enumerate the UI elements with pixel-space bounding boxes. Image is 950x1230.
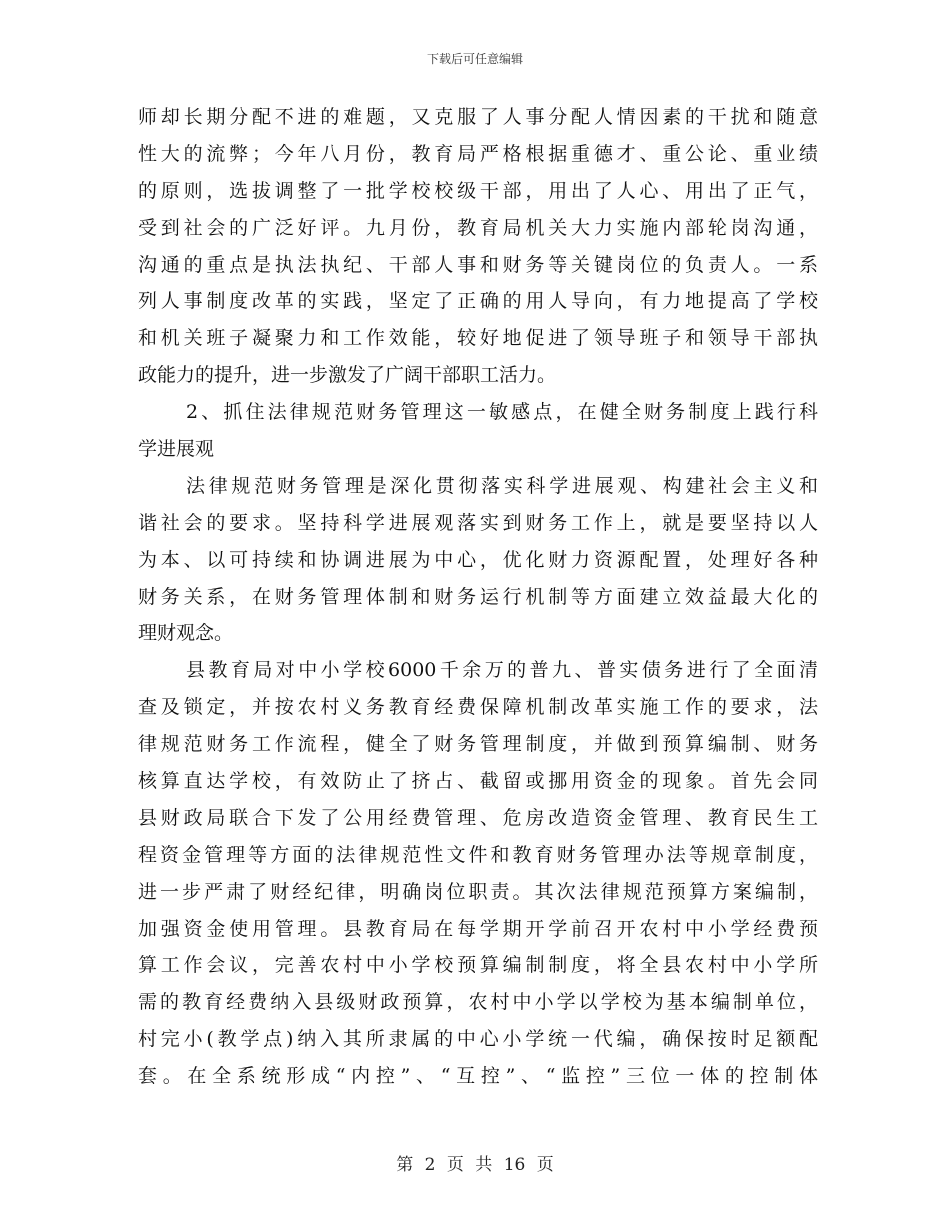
text-line: 律规范财务工作流程，健全了财务管理制度，并做到预算编制、财务 — [138, 733, 818, 756]
document-body — [138, 99, 818, 1095]
text-line: 县财政局联合下发了公用经费管理、危房改造资金管理、教育民生工 — [138, 806, 818, 829]
text-line: 加强资金使用管理。县教育局在每学期开学前召开农村中小学经费预 — [138, 917, 818, 940]
text-line: 程资金管理等方面的法律规范性文件和教育财务管理办法等规章制度， — [138, 843, 818, 866]
text-line: 村完小(教学点)纳入其所隶属的中心小学统一代编，确保按时足额配 — [138, 1028, 818, 1051]
text-line: 法律规范财务管理是深化贯彻落实科学进展观、构建社会主义和 — [186, 474, 818, 497]
section-heading-line: 学进展观 — [138, 438, 215, 461]
text-line: 谐社会的要求。坚持科学进展观落实到财务工作上，就是要坚持以人 — [138, 511, 818, 534]
text-line: 套。在全系统形成“内控”、“互控”、“监控”三位一体的控制体 — [138, 1065, 818, 1088]
text-line: 理财观念。 — [138, 622, 234, 645]
text-line: 县教育局对中小学校6000千余万的普九、普实债务进行了全面清 — [186, 659, 818, 682]
page-header-note: 下载后可任意编辑 — [426, 52, 523, 66]
text-line: 性大的流弊；今年八月份，教育局严格根据重德才、重公论、重业绩 — [138, 142, 818, 165]
text-line: 政能力的提升，进一步激发了广阔干部职工活力。 — [138, 364, 557, 387]
text-line: 为本、以可持续和协调进展为中心，优化财力资源配置，处理好各种 — [138, 548, 818, 571]
text-line: 算工作会议，完善农村中小学校预算编制制度，将全县农村中小学所 — [138, 954, 818, 977]
text-line: 沟通的重点是执法执纪、干部人事和财务等关键岗位的负责人。一系 — [138, 253, 818, 276]
text-line: 受到社会的广泛好评。九月份，教育局机关大力实施内部轮岗沟通， — [138, 216, 818, 239]
text-line: 需的教育经费纳入县级财政预算，农村中小学以学校为基本编制单位， — [138, 991, 818, 1014]
page-number: 第 2 页 共 16 页 — [396, 1155, 554, 1175]
text-line: 进一步严肃了财经纪律，明确岗位职责。其次法律规范预算方案编制， — [138, 880, 818, 903]
text-line: 的原则，选拔调整了一批学校校级干部，用出了人心、用出了正气， — [138, 179, 818, 202]
text-line: 师却长期分配不进的难题，又克服了人事分配人情因素的干扰和随意 — [138, 106, 818, 128]
text-line: 查及锁定，并按农村义务教育经费保障机制改革实施工作的要求，法 — [138, 696, 818, 719]
section-heading-line: 2、抓住法律规范财务管理这一敏感点，在健全财务制度上践行科 — [186, 401, 818, 424]
text-line: 财务关系，在财务管理体制和财务运行机制等方面建立效益最大化的 — [138, 585, 818, 608]
text-line: 列人事制度改革的实践，坚定了正确的用人导向，有力地提高了学校 — [138, 290, 818, 313]
text-line: 核算直达学校，有效防止了挤占、截留或挪用资金的现象。首先会同 — [138, 770, 818, 793]
text-line: 和机关班子凝聚力和工作效能，较好地促进了领导班子和领导干部执 — [138, 327, 818, 350]
